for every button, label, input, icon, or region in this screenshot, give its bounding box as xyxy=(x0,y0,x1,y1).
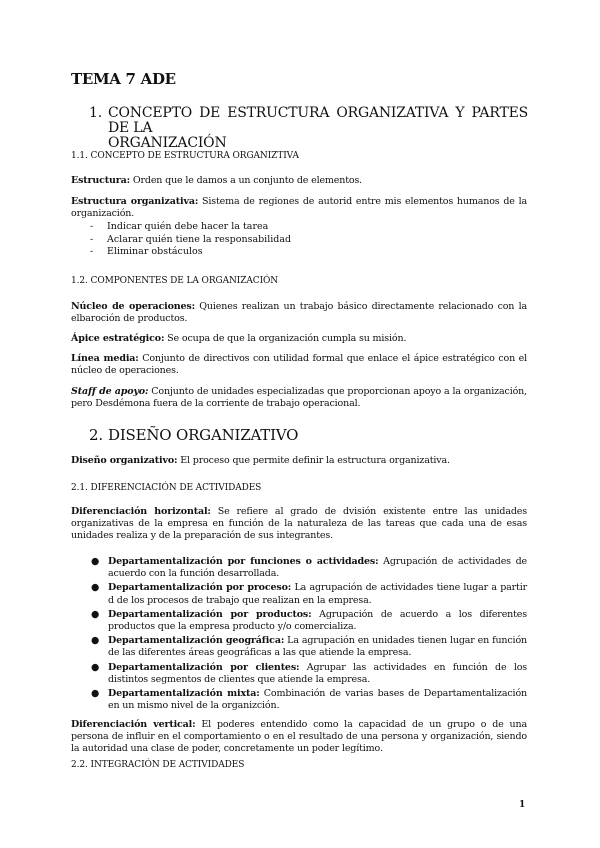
list-item: ● Departamentalización por productos: Agrupación de acuerdo a los diferentes productos que la empresa producto y/o comercializa. xyxy=(91,608,527,633)
list-item: ● Departamentalización por funciones o actividades: Agrupación de actividades de acuerdo con la función desarrollada. xyxy=(91,556,527,580)
bullet-icon: ● xyxy=(91,582,100,594)
diseno-paragraph xyxy=(71,455,527,467)
bullet-list xyxy=(91,556,527,714)
document-title: TEMA 7 ADE xyxy=(71,70,176,88)
section-2-heading xyxy=(89,428,529,443)
diferenciacion-horizontal-text: Se refiere al grado de dvisión existente entre las unidades organizativas de la empresa en función de la naturaleza de las tareas que cada una de esas unidades realiza y de la preparación de sus integrantes. xyxy=(71,506,527,542)
section-1-number: 1. xyxy=(89,105,102,121)
dash-list xyxy=(90,221,291,259)
estructura-paragraph xyxy=(71,175,527,187)
list-item: - Eliminar obstáculos xyxy=(90,246,203,258)
list-item: ● Departamentalización geográfica: La agrupación en unidades tienen lugar en función de las diferentes áreas geográficas a las que atiende la empresa. xyxy=(91,635,527,659)
subsection-1-2-heading: 1.2. COMPONENTES DE LA ORGANIZACIÓN xyxy=(71,276,279,286)
subsection-2-2-heading: 2.2. INTEGRACIÓN DE ACTIVIDADES xyxy=(71,760,245,770)
bullet-icon: ● xyxy=(91,688,100,700)
staff-label: Staff de apoyo: xyxy=(71,386,149,397)
subsection-1-1-heading: 1.1. CONCEPTO DE ESTRUCTURA ORGANIZTIVA xyxy=(71,151,299,161)
nucleo-label: Núcleo de operaciones: xyxy=(71,301,195,312)
list-item: ● Departamentalización por clientes: Agrupar las actividades en función de los distintos segmentos de clientes que atiende la empresa. xyxy=(91,661,527,685)
list-item: ● Departamentalización por proceso: La agrupación de actividades tiene lugar a partir d de los procesos de trabajo que realizan en la empresa. xyxy=(91,582,527,606)
section-1-title-line1: CONCEPTO DE ESTRUCTURA ORGANIZATIVA Y PARTES DE LA xyxy=(108,105,528,136)
subsection-2-1-heading: 2.1. DIFERENCIACIÓN DE ACTIVIDADES xyxy=(71,483,262,493)
diferenciacion-vertical-text: El poderes entendido como la capacidad de un grupo o de una persona de influir en el comportamiento o en el resultado de una persona y organización, siendo la autoridad una clase de poder, concretamente un poder legítimo. xyxy=(71,719,527,755)
apice-paragraph xyxy=(71,333,527,345)
estructura-text: Orden que le damos a un conjunto de elementos. xyxy=(130,175,363,186)
estructura-organizativa-paragraph xyxy=(71,196,527,220)
staff-paragraph xyxy=(71,386,527,410)
estructura-label: Estructura: xyxy=(71,175,130,186)
apice-text: Se ocupa de que la organización cumpla su misión. xyxy=(164,333,407,344)
diferenciacion-vertical-paragraph xyxy=(71,719,527,756)
linea-media-label: Línea media: xyxy=(71,353,139,364)
bullet-icon: ● xyxy=(91,661,100,673)
section-2-title: DISEÑO ORGANIZATIVO xyxy=(108,426,299,444)
diferenciacion-vertical-label: Diferenciación vertical: xyxy=(71,719,196,730)
section-2-number: 2. xyxy=(89,426,103,444)
list-item: ● Departamentalización mixta: Combinación de varias bases de Departamentalización en un mismo nivel de la organizción. xyxy=(91,688,527,712)
estructura-organizativa-text: Sistema de regiones de autorid entre mis elementos humanos de la organización. xyxy=(71,196,527,220)
linea-media-paragraph xyxy=(71,353,527,377)
list-item: - Indicar quién debe hacer la tarea xyxy=(90,221,269,232)
list-item: - Aclarar quién tiene la responsabilidad xyxy=(90,233,292,245)
nucleo-paragraph xyxy=(71,301,527,325)
estructura-organizativa-label: Estructura organizativa: xyxy=(71,196,199,207)
diferenciacion-horizontal-label: Diferenciación horizontal: xyxy=(71,506,211,517)
apice-label: Ápice estratégico: xyxy=(71,333,165,344)
linea-media-text: Conjunto de directivos con utilidad formal que enlace el ápice estratégico con el núcleo de operaciones. xyxy=(71,353,527,377)
bullet-icon: ● xyxy=(91,608,100,620)
diseno-label: Diseño organizativo: xyxy=(71,455,178,466)
page-number: 1 xyxy=(519,800,526,810)
staff-text: Conjunto de unidades especializadas que proporcionan apoyo a la organización, pero Desdémona fuera de la corriente de trabajo operacional. xyxy=(71,386,527,410)
bullet-icon: ● xyxy=(91,556,100,567)
section-1-title-line2: ORGANIZACIÓN xyxy=(108,135,227,151)
section-1-heading xyxy=(89,106,529,151)
bullet-icon: ● xyxy=(91,635,100,647)
diferenciacion-horizontal-paragraph xyxy=(71,506,527,543)
diseno-text: El proceso que permite definir la estructura organizativa. xyxy=(177,455,450,466)
nucleo-text: Quienes realizan un trabajo básico directamente relacionado con la elbaroción de productos. xyxy=(71,301,527,325)
